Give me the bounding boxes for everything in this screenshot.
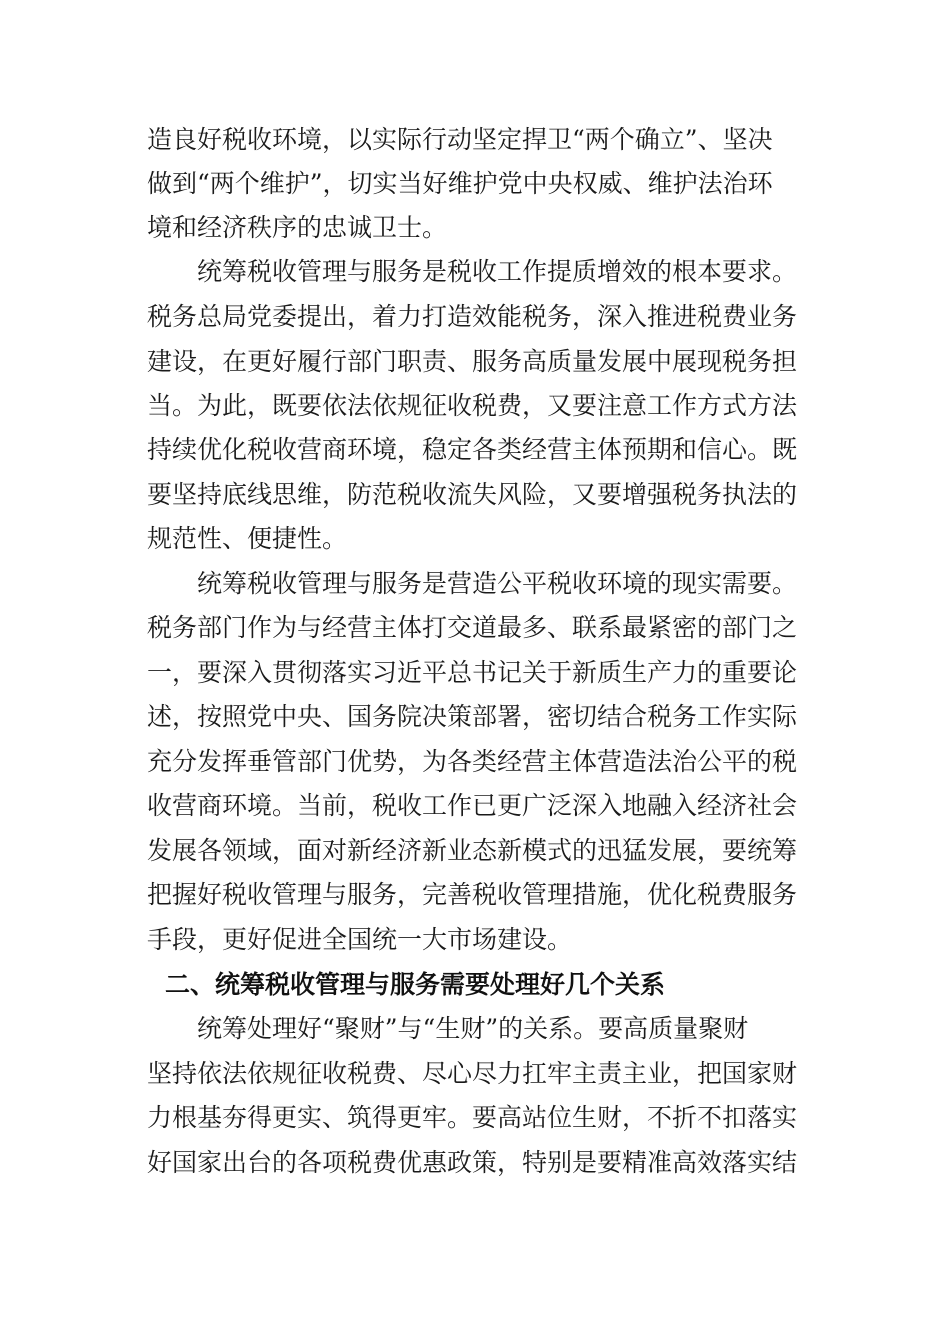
text-line: 税务部门作为与经营主体打交道最多、联系最紧密的部门之 — [147, 613, 798, 642]
text-line: 述，按照党中央、国务院决策部署，密切结合税务工作实际 — [147, 702, 798, 731]
text-line: 规范性、便捷性。 — [147, 524, 348, 553]
paragraph-first-line: 统筹处理好“聚财”与“生财”的关系。要高质量聚财 — [197, 1014, 749, 1043]
section-heading: 二、统筹税收管理与服务需要处理好几个关系 — [165, 970, 666, 999]
paragraph-first-line: 统筹税收管理与服务是税收工作提质增效的根本要求。 — [197, 257, 798, 286]
text-line: 要坚持底线思维，防范税收流失风险，又要增强税务执法的 — [147, 480, 798, 509]
text-line: 税务总局党委提出，着力打造效能税务，深入推进税费业务 — [147, 302, 798, 331]
text-line: 手段，更好促进全国统一大市场建设。 — [147, 925, 573, 954]
text-line: 造良好税收环境，以实际行动坚定捍卫“两个确立”、坚决 — [147, 125, 773, 154]
text-line: 坚持依法依规征收税费、尽心尽力扛牢主责主业，把国家财 — [147, 1059, 798, 1088]
text-line: 做到“两个维护”，切实当好维护党中央权威、维护法治环 — [147, 169, 773, 198]
text-line: 境和经济秩序的忠诚卫士。 — [147, 213, 448, 242]
text-line: 力根基夯得更实、筑得更牢。要高站位生财，不折不扣落实 — [147, 1103, 798, 1132]
text-line: 收营商环境。当前，税收工作已更广泛深入地融入经济社会 — [147, 791, 798, 820]
text-line: 好国家出台的各项税费优惠政策，特别是要精准高效落实结 — [147, 1148, 798, 1177]
text-line: 持续优化税收营商环境，稳定各类经营主体预期和信心。既 — [147, 435, 798, 464]
text-line: 充分发挥垂管部门优势，为各类经营主体营造法治公平的税 — [147, 747, 798, 776]
paragraph-first-line: 统筹税收管理与服务是营造公平税收环境的现实需要。 — [197, 569, 798, 598]
text-line: 把握好税收管理与服务，完善税收管理措施，优化税费服务 — [147, 880, 798, 909]
text-line: 一，要深入贯彻落实习近平总书记关于新质生产力的重要论 — [147, 658, 798, 687]
text-line: 当。为此，既要依法依规征收税费，又要注意工作方式方法 — [147, 391, 798, 420]
text-line: 建设，在更好履行部门职责、服务高质量发展中展现税务担 — [147, 347, 798, 376]
text-line: 发展各领域，面对新经济新业态新模式的迅猛发展，要统筹 — [147, 836, 798, 865]
